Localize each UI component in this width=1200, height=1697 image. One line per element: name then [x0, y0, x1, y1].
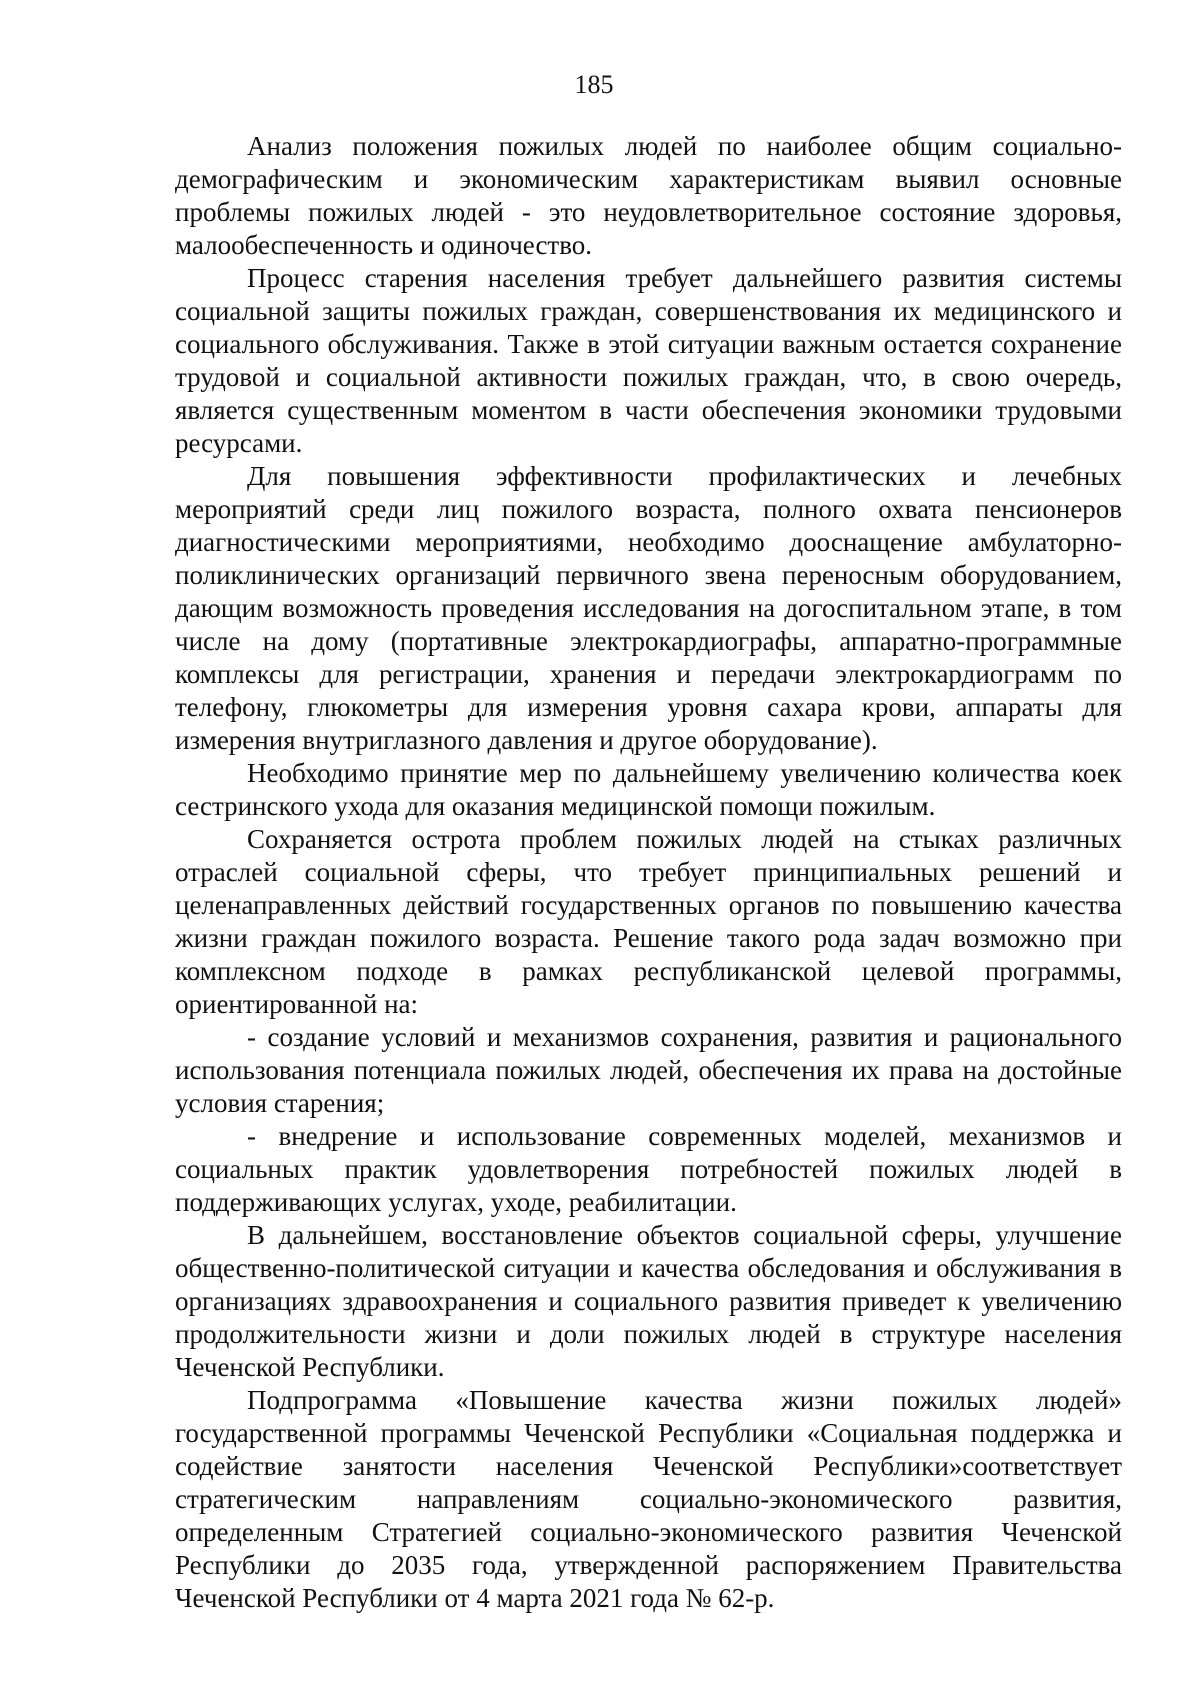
paragraph-nursing-beds: Необходимо принятие мер по дальнейшему увеличению количества коек сестринского ухода для оказания медицинской помощи пожилым. — [175, 758, 1122, 821]
document-body — [175, 130, 1122, 1615]
paragraph-future-outlook: В дальнейшем, восстановление объектов социальной сферы, улучшение общественно-политической ситуации и качества обследования и обслуживания в организациях здравоохранения и социального развития приведет к увеличению продолжительности жизни и доли пожилых людей в структуре населения Чеченской Республики. — [175, 1220, 1122, 1382]
page-number: 185 — [574, 70, 614, 99]
paragraph-subprogram-strategy: Подпрограмма «Повышение качества жизни пожилых людей» государственной программы Чеченской Республики «Социальная поддержка и содействие занятости населения Чеченской Республики»соответствует стратегическим направлениям социально-экономического развития, определенным Стратегией социально-экономического развития Чеченской Республики до 2035 года, утвержденной распоряжением Правительства Чеченской Республики от 4 марта 2021 года № 62-р. — [175, 1385, 1122, 1613]
paragraph-elderly-analysis: Анализ положения пожилых людей по наиболее общим социально-демографическим и экономическим характеристикам выявил основные проблемы пожилых людей - это неудовлетворительное состояние здоровья, малообеспеченность и одиночество. — [175, 131, 1122, 260]
list-item-conditions: - создание условий и механизмов сохранения, развития и рационального использования потенциала пожилых людей, обеспечения их права на достойные условия старения; — [175, 1022, 1122, 1118]
paragraph-medical-equipment: Для повышения эффективности профилактических и лечебных мероприятий среди лиц пожилого возраста, полного охвата пенсионеров диагностическими мероприятиями, необходимо дооснащение амбулаторно-поликлинических организаций первичного звена переносным оборудованием, дающим возможность проведения исследования на догоспитальном этапе, в том числе на дому (портативные электрокардиографы, аппаратно-программные комплексы для регистрации, хранения и передачи электрокардиограмм по телефону, глюкометры для измерения уровня сахара крови, аппараты для измерения внутриглазного давления и другое оборудование). — [175, 461, 1122, 755]
list-item-modern-models: - внедрение и использование современных моделей, механизмов и социальных практик удовлетворения потребностей пожилых людей в поддерживающих услугах, уходе, реабилитации. — [175, 1121, 1122, 1217]
paragraph-program-orientation: Сохраняется острота проблем пожилых людей на стыках различных отраслей социальной сферы, что требует принципиальных решений и целенаправленных действий государственных органов по повышению качества жизни граждан пожилого возраста. Решение такого рода задач возможно при комплексном подходе в рамках республиканской целевой программы, ориентированной на: — [175, 824, 1122, 1019]
paragraph-aging-process: Процесс старения населения требует дальнейшего развития системы социальной защиты пожилых граждан, совершенствования их медицинского и социального обслуживания. Также в этой ситуации важным остается сохранение трудовой и социальной активности пожилых граждан, что, в свою очередь, является существенным моментом в части обеспечения экономики трудовыми ресурсами. — [175, 263, 1122, 458]
